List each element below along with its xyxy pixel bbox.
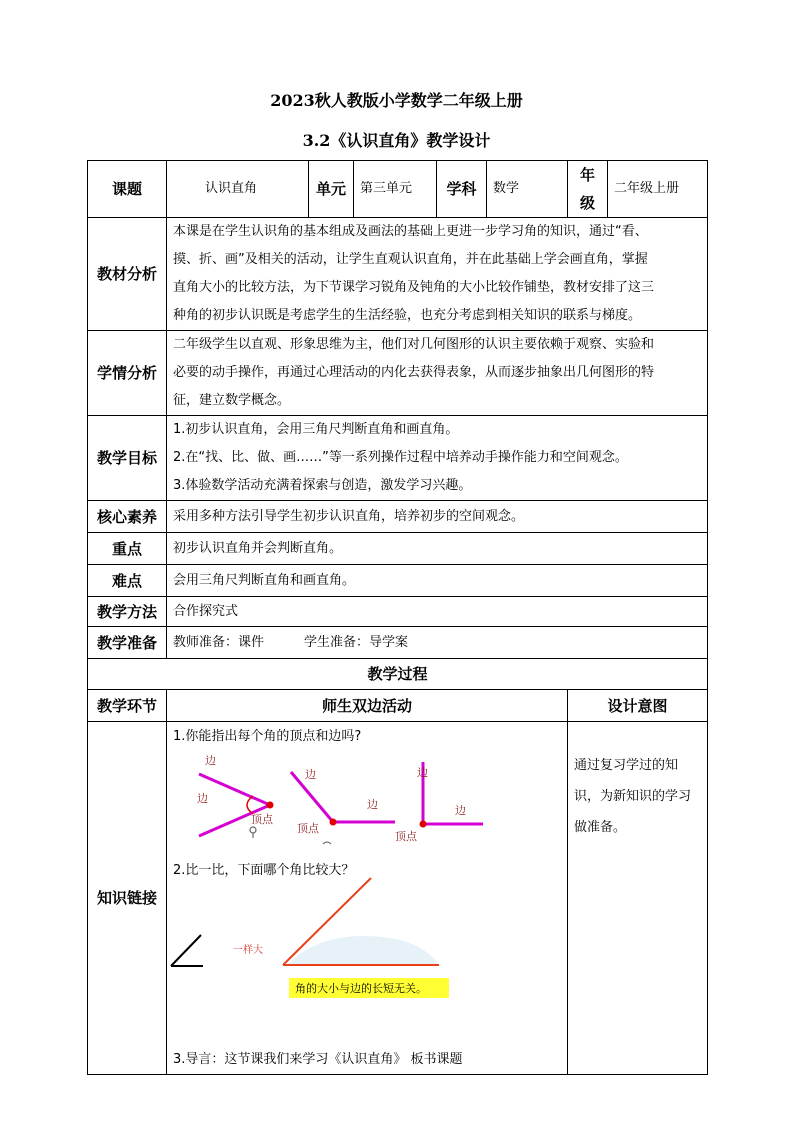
- angle-size-note: 角的大小与边的长短无关。: [295, 982, 427, 995]
- angle-figure-2: [291, 767, 395, 835]
- activity-column-header: 师生双边活动: [167, 690, 568, 722]
- pin-icon: [250, 827, 256, 838]
- fig2-vertex: 顶点: [297, 822, 319, 835]
- subject-value: 数学: [487, 161, 568, 218]
- learner-analysis-label: 学情分析: [88, 331, 167, 416]
- activity-cell: [167, 722, 568, 1075]
- angle-figure-3: [395, 762, 483, 843]
- topic-label: 课题: [88, 161, 167, 218]
- difficulty-text: 会用三角尺判断直角和画直角。: [167, 565, 708, 597]
- fig3-side-horizontal: 边: [455, 804, 466, 817]
- key-point-text: 初步认识直角并会判断直角。: [167, 533, 708, 565]
- fig3-side-vertical: 边: [417, 766, 428, 779]
- teacher-prep: 教师准备：课件: [173, 634, 265, 650]
- unit-label: 单元: [309, 161, 354, 218]
- teaching-prep-text: [167, 627, 708, 659]
- student-prep: 学生准备：导学案: [304, 634, 409, 650]
- same-size-label: 一样大: [233, 945, 263, 956]
- stage-knowledge-link: 知识链接: [88, 722, 167, 1075]
- unit-value: 第三单元: [354, 161, 437, 218]
- stage-column-header: 教学环节: [88, 690, 167, 722]
- subject-label: 学科: [437, 161, 487, 218]
- core-literacy-label: 核心素养: [88, 501, 167, 533]
- large-angle: [283, 878, 439, 965]
- angle-figures: [167, 750, 562, 1040]
- document-title: 2023秋人教版小学数学二年级上册: [270, 91, 523, 110]
- teaching-goals-label: 教学目标: [88, 416, 167, 501]
- teaching-prep-label: 教学准备: [88, 627, 167, 659]
- fig1-side-left: 边: [197, 792, 208, 805]
- fig2-side-upper: 边: [305, 768, 316, 781]
- question-2: 2.比一比，下面哪个角比较大？: [173, 863, 355, 878]
- teaching-goals-text: 1.初步认识直角，会用三角尺判断直角和画直角。 2.在“找、比、做、画……”等一系列操作过程中培养动手操作能力和空间观念。 3.体验数学活动充满着探索与创造，激发学习兴趣。: [167, 416, 708, 501]
- question-3: 3.导言：这节课我们来学习《认识直角》 板书课题: [173, 1052, 463, 1067]
- tick-mark-icon: [323, 842, 331, 844]
- difficulty-label: 难点: [88, 565, 167, 597]
- lesson-plan-table: [87, 160, 708, 1075]
- fig2-side-lower: 边: [367, 798, 378, 811]
- learner-analysis-text: 二年级学生以直观、形象思维为主，他们对几何图形的认识主要依赖于观察、实验和 必要的动手操作，再通过心理活动的内化去获得表象，从而逐步抽象出几何图形的特 征，建立数学概念。: [167, 331, 708, 416]
- grade-value: 二年级上册: [608, 161, 708, 218]
- document-subtitle: 3.2《认识直角》教学设计: [302, 131, 491, 150]
- question-1: 1.你能指出每个角的顶点和边吗?: [173, 729, 362, 744]
- core-literacy-text: 采用多种方法引导学生初步认识直角，培养初步的空间观念。: [167, 501, 708, 533]
- teaching-method-label: 教学方法: [88, 597, 167, 627]
- teaching-process-title: 教学过程: [88, 659, 708, 690]
- angle-figure-1: [197, 753, 274, 836]
- teaching-method-text: 合作探究式: [167, 597, 708, 627]
- design-intent-text: 通过复习学过的知识，为新知识的学习做准备。: [568, 722, 708, 1075]
- fig1-vertex: 顶点: [251, 813, 273, 826]
- small-angle: [171, 935, 203, 966]
- fig1-side-top: 边: [205, 754, 216, 767]
- key-point-label: 重点: [88, 533, 167, 565]
- material-analysis-text: 本课是在学生认识角的基本组成及画法的基础上更进一步学习角的知识，通过“看、 摸、折、画”及相关的活动，让学生直观认识直角，并在此基础上学会画直角，掌握 直角大小的比较方法，为下节课学习锐角及钝角的大小比较作铺垫，教材安排了这三 种角的初步认识既是考虑学生的生活经验，也充分考虑到相关知识的联系与梯度。: [167, 218, 708, 331]
- material-analysis-label: 教材分析: [88, 218, 167, 331]
- fig3-vertex: 顶点: [395, 830, 417, 843]
- grade-label: 年级: [568, 161, 608, 218]
- topic-value: 认识直角: [167, 161, 309, 218]
- intent-column-header: 设计意图: [568, 690, 708, 722]
